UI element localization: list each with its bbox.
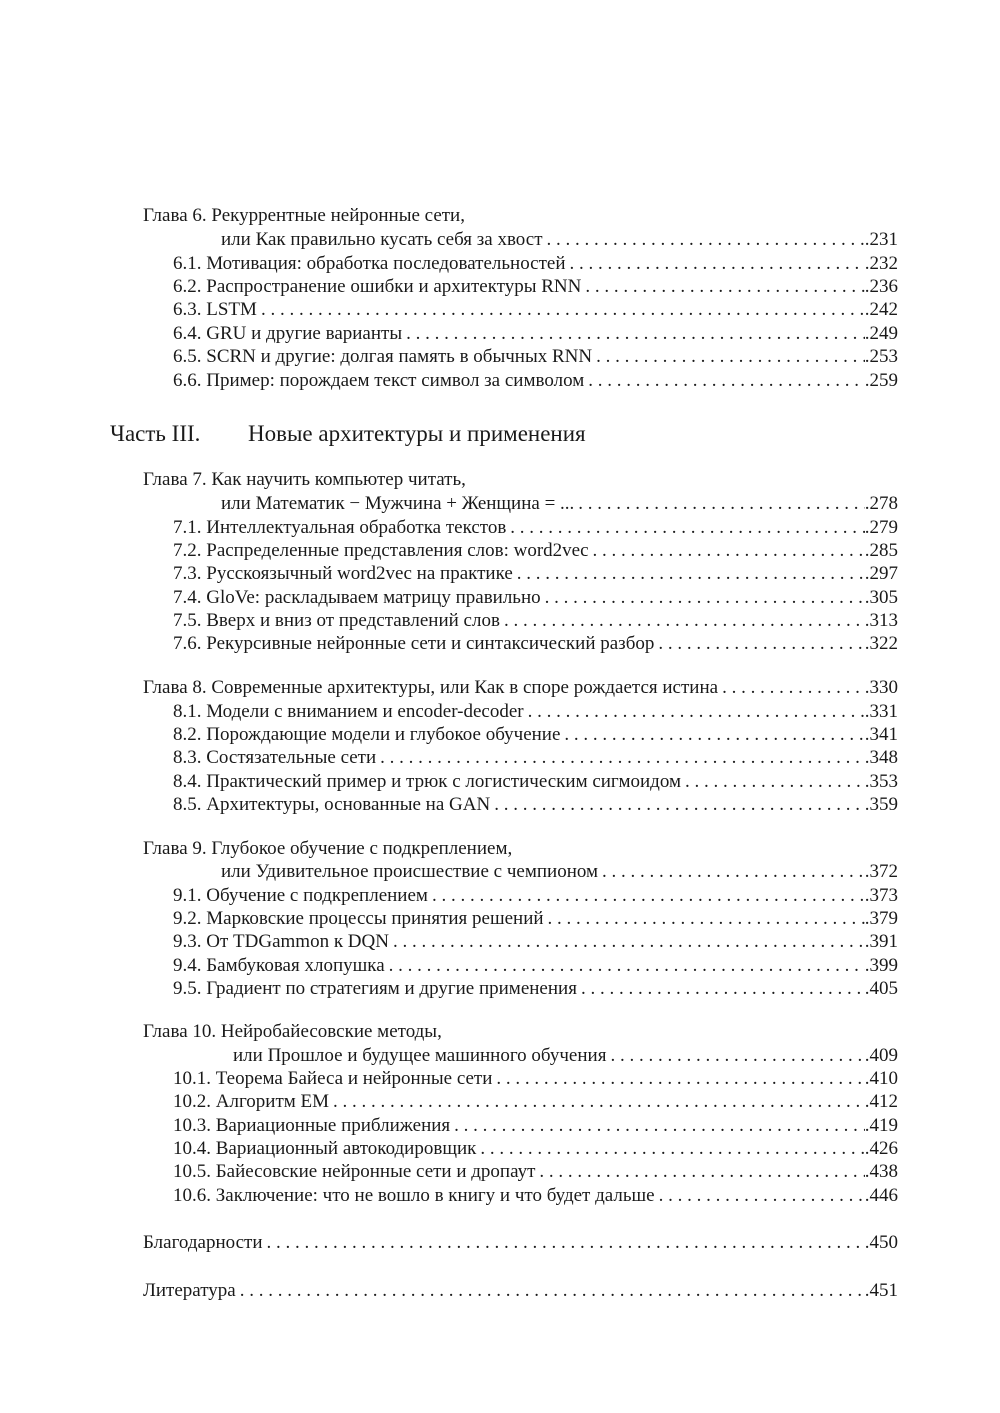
- leader-dots: [263, 1231, 865, 1255]
- page-number: .399: [864, 955, 898, 976]
- toc-entry-6-4[interactable]: [173, 322, 898, 346]
- toc-entry-references[interactable]: [143, 1279, 898, 1303]
- toc-entry-9-5[interactable]: [173, 977, 898, 1001]
- section-label: 6.5. SCRN и другие: долгая память в обычных RNN: [173, 346, 593, 367]
- part-title: Новые архитектуры и применения: [248, 421, 586, 446]
- section-label: 6.2. Распространение ошибки и архитектуры RNN: [173, 276, 582, 297]
- section-label: 10.6. Заключение: что не вошло в книгу и что будет дальше: [173, 1185, 655, 1206]
- chapter-6-subtitle: или Как правильно кусать себя за хвост: [221, 229, 543, 250]
- chapter-9-entry[interactable]: [221, 860, 898, 884]
- toc-entry-7-2[interactable]: [173, 539, 898, 563]
- leader-dots: [376, 746, 865, 770]
- section-label: 10.4. Вариационный автокодировщик: [173, 1138, 477, 1159]
- leader-dots: [535, 1160, 864, 1184]
- section-label: 10.1. Теорема Байеса и нейронные сети: [173, 1068, 493, 1089]
- leader-dots: [574, 492, 864, 516]
- part-number: Часть III.: [110, 421, 201, 446]
- page-number: .372: [864, 861, 898, 882]
- page-number: .297: [864, 563, 898, 584]
- toc-entry-10-5[interactable]: [173, 1160, 898, 1184]
- chapter-10-title: Глава 10. Нейробайесовские методы,: [143, 1021, 442, 1042]
- page-number: .305: [864, 587, 898, 608]
- acknowledgements-label: Благодарности: [143, 1232, 263, 1253]
- leader-dots: [543, 228, 865, 252]
- page-number: .253: [864, 346, 898, 367]
- section-label: 10.3. Вариационные приближения: [173, 1115, 451, 1136]
- page-number: .331: [864, 701, 898, 722]
- page-number: .446: [864, 1185, 898, 1206]
- leader-dots: [389, 930, 865, 954]
- toc-entry-7-5[interactable]: [173, 609, 898, 633]
- page-number: .259: [864, 370, 898, 391]
- page-number: .330: [864, 677, 898, 698]
- page-number: .278: [864, 493, 898, 514]
- toc-entry-9-1[interactable]: [173, 884, 898, 908]
- page-number: .242: [864, 299, 898, 320]
- toc-entry-7-6[interactable]: [173, 632, 898, 656]
- toc-entry-6-5[interactable]: [173, 345, 898, 369]
- leader-dots: [506, 516, 864, 540]
- section-label: 6.6. Пример: порождаем текст символ за символом: [173, 370, 585, 391]
- leader-dots: [544, 907, 865, 931]
- toc-entry-6-2[interactable]: [173, 275, 898, 299]
- chapter-10-subtitle: или Прошлое и будущее машинного обучения: [233, 1045, 607, 1066]
- section-label: 8.3. Состязательные сети: [173, 747, 377, 768]
- section-label: 9.1. Обучение с подкреплением: [173, 885, 428, 906]
- toc-entry-8-2[interactable]: [173, 723, 898, 747]
- toc-entry-6-6[interactable]: [173, 369, 898, 393]
- section-label: 7.4. GloVe: раскладываем матрицу правильно: [173, 587, 541, 608]
- leader-dots: [513, 562, 865, 586]
- page-number: .249: [864, 323, 898, 344]
- toc-entry-8-5[interactable]: [173, 793, 898, 817]
- page-number: .450: [864, 1232, 898, 1253]
- page-number: .373: [864, 885, 898, 906]
- chapter-6-title: Глава 6. Рекуррентные нейронные сети,: [143, 205, 465, 226]
- chapter-10-entry[interactable]: [233, 1044, 898, 1068]
- toc-entry-9-4[interactable]: [173, 954, 898, 978]
- part-3-heading: [110, 420, 586, 448]
- toc-entry-10-1[interactable]: [173, 1067, 898, 1091]
- page-number: .410: [864, 1068, 898, 1089]
- page-number: .353: [864, 771, 898, 792]
- page-number: .359: [864, 794, 898, 815]
- chapter-8-entry[interactable]: [143, 676, 898, 700]
- section-label: 7.5. Вверх и вниз от представлений слов: [173, 610, 500, 631]
- section-label: 7.6. Рекурсивные нейронные сети и синтаксический разбор: [173, 633, 655, 654]
- page-number: .313: [864, 610, 898, 631]
- page-number: .279: [864, 517, 898, 538]
- section-label: 9.2. Марковские процессы принятия решений: [173, 908, 544, 929]
- section-label: 9.4. Бамбуковая хлопушка: [173, 955, 385, 976]
- chapter-9-title: Глава 9. Глубокое обучение с подкреплением,: [143, 838, 513, 859]
- toc-entry-7-4[interactable]: [173, 586, 898, 610]
- toc-entry-10-4[interactable]: [173, 1137, 898, 1161]
- toc-entry-acknowledgements[interactable]: [143, 1231, 898, 1255]
- leader-dots: [490, 793, 865, 817]
- section-label: 10.2. Алгоритм EM: [173, 1091, 330, 1112]
- page-number: .285: [864, 540, 898, 561]
- page-number: .438: [864, 1161, 898, 1182]
- leader-dots: [592, 345, 865, 369]
- chapter-7-title: Глава 7. Как научить компьютер читать,: [143, 469, 466, 490]
- chapter-6-entry[interactable]: [221, 228, 898, 252]
- leader-dots: [329, 1090, 865, 1114]
- section-label: 10.5. Байесовские нейронные сети и дропаут: [173, 1161, 536, 1182]
- leader-dots: [450, 1114, 865, 1138]
- page-number: .451: [864, 1280, 898, 1301]
- page-number: .426: [864, 1138, 898, 1159]
- toc-entry-10-3[interactable]: [173, 1114, 898, 1138]
- leader-dots: [524, 700, 865, 724]
- leader-dots: [385, 954, 865, 978]
- leader-dots: [236, 1279, 865, 1303]
- leader-dots: [257, 298, 865, 322]
- leader-dots: [606, 1044, 864, 1068]
- toc-entry-9-2[interactable]: [173, 907, 898, 931]
- page-number: .322: [864, 633, 898, 654]
- leader-dots: [500, 609, 865, 633]
- leader-dots: [541, 586, 865, 610]
- leader-dots: [655, 1184, 865, 1208]
- page-number: .232: [864, 253, 898, 274]
- leader-dots: [577, 977, 865, 1001]
- section-label: 9.3. От TDGammon к DQN: [173, 931, 389, 952]
- page-number: .348: [864, 747, 898, 768]
- page-number: .236: [864, 276, 898, 297]
- chapter-7-subtitle: или Математик − Мужчина + Женщина = ...: [221, 493, 575, 514]
- toc-entry-10-2[interactable]: [173, 1090, 898, 1114]
- references-label: Литература: [143, 1280, 236, 1301]
- page-number: .409: [864, 1045, 898, 1066]
- section-label: 6.4. GRU и другие варианты: [173, 323, 403, 344]
- page-number: .405: [864, 978, 898, 999]
- toc-entry-9-3[interactable]: [173, 930, 898, 954]
- chapter-9-subtitle: или Удивительное происшествие с чемпионом: [221, 861, 599, 882]
- leader-dots: [654, 632, 864, 656]
- section-label: 8.5. Архитектуры, основанные на GAN: [173, 794, 491, 815]
- leader-dots: [566, 252, 865, 276]
- leader-dots: [598, 860, 865, 884]
- leader-dots: [476, 1137, 864, 1161]
- toc-entry-8-3[interactable]: [173, 746, 898, 770]
- leader-dots: [428, 884, 865, 908]
- toc-entry-7-3[interactable]: [173, 562, 898, 586]
- page-number: .419: [864, 1115, 898, 1136]
- page-number: .231: [864, 229, 898, 250]
- toc-entry-7-1[interactable]: [173, 516, 898, 540]
- leader-dots: [560, 723, 864, 747]
- section-label: 6.3. LSTM: [173, 299, 257, 320]
- section-label: 7.3. Русскоязычный word2vec на практике: [173, 563, 513, 584]
- section-label: 7.1. Интеллектуальная обработка текстов: [173, 517, 507, 538]
- page-number: .379: [864, 908, 898, 929]
- leader-dots: [492, 1067, 864, 1091]
- leader-dots: [718, 676, 865, 700]
- toc-entry-8-1[interactable]: [173, 700, 898, 724]
- section-label: 8.2. Порождающие модели и глубокое обучение: [173, 724, 561, 745]
- page-number: .412: [864, 1091, 898, 1112]
- leader-dots: [589, 539, 865, 563]
- leader-dots: [402, 322, 865, 346]
- section-label: 8.1. Модели с вниманием и encoder-decoder: [173, 701, 524, 722]
- toc-entry-8-4[interactable]: [173, 770, 898, 794]
- section-label: 7.2. Распределенные представления слов: word2vec: [173, 540, 589, 561]
- chapter-7-entry[interactable]: [221, 492, 898, 516]
- chapter-8-title: Глава 8. Современные архитектуры, или Как в споре рождается истина: [143, 677, 719, 698]
- page-number: .341: [864, 724, 898, 745]
- page-number: .391: [864, 931, 898, 952]
- toc-entry-10-6[interactable]: [173, 1184, 898, 1208]
- leader-dots: [584, 369, 865, 393]
- section-label: 6.1. Мотивация: обработка последовательностей: [173, 253, 566, 274]
- section-label: 9.5. Градиент по стратегиям и другие применения: [173, 978, 577, 999]
- section-label: 8.4. Практический пример и трюк с логистическим сигмоидом: [173, 771, 681, 792]
- leader-dots: [681, 770, 865, 794]
- toc-entry-6-3[interactable]: [173, 298, 898, 322]
- leader-dots: [581, 275, 864, 299]
- toc-entry-6-1[interactable]: [173, 252, 898, 276]
